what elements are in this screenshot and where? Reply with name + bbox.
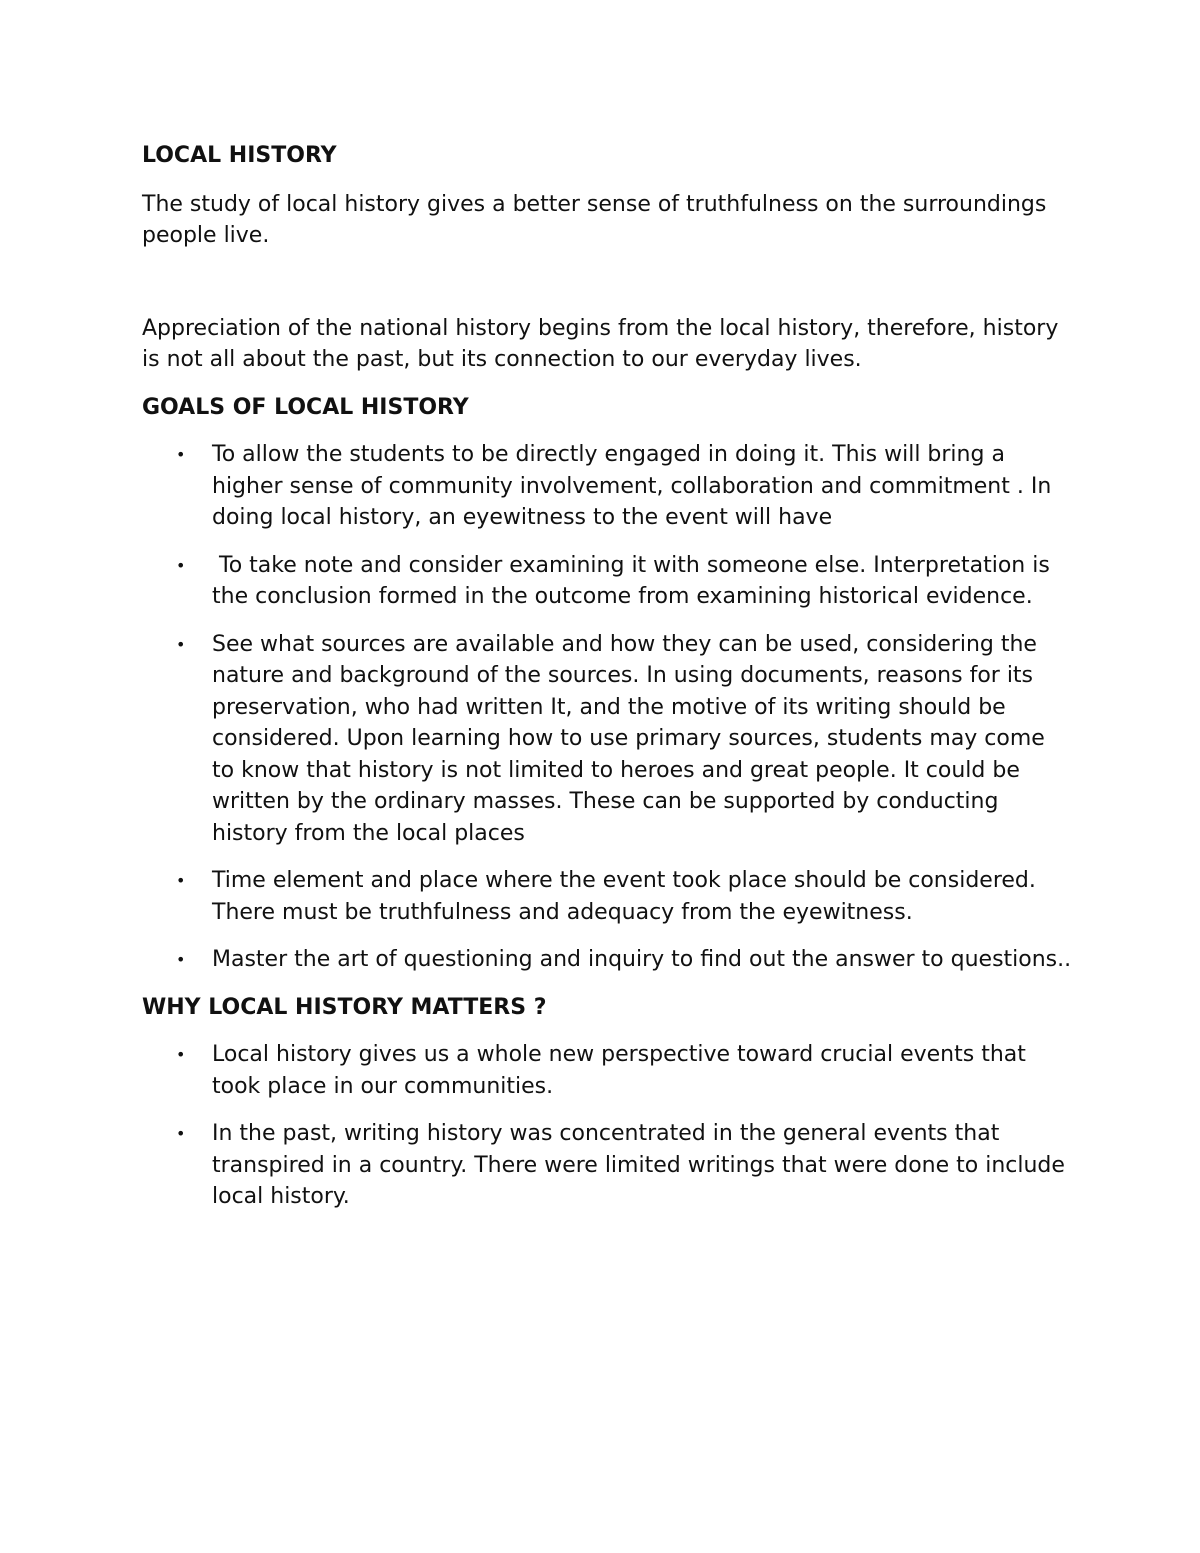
list-item <box>142 944 1072 976</box>
list-item <box>142 1118 1072 1213</box>
list-item <box>142 1039 1072 1102</box>
why-list <box>142 1039 1072 1213</box>
bullet-icon: • <box>176 555 186 575</box>
bullet-icon: • <box>176 950 186 969</box>
bullet-icon: • <box>176 445 186 464</box>
list-item-text: In the past, writing history was concentrated in the general events that transpired in a country. There were limited writings that were done to include local history. <box>212 1121 1065 1209</box>
document-page <box>142 140 1072 1229</box>
list-item-text: Time element and place where the event took place should be considered. There must be truthfulness and adequacy from the eyewitness. <box>212 868 1036 925</box>
list-item-text: To allow the students to be directly engaged in doing it. This will bring a higher sense of community involvement, collaboration and commitment . In doing local history, an eyewitness to the event will have <box>212 442 1052 530</box>
list-item-text: See what sources are available and how they can be used, considering the nature and background of the sources. In using documents, reasons for its preservation, who had written It, and the motive of its writing should be considered. Upon learning how to use primary sources, students may come to know that history is not limited to heroes and great people. It could be written by the ordinary masses. These can be supported by conducting history from the local places <box>212 631 1045 846</box>
bullet-icon: • <box>176 1124 186 1143</box>
bullet-icon: • <box>176 1045 186 1064</box>
list-item <box>142 865 1072 928</box>
list-item-text: To take note and consider examining it with someone else. Interpretation is the conclusion formed in the outcome from examining historical evidence. <box>212 552 1057 609</box>
list-item <box>142 629 1072 850</box>
intro-paragraph-1: The study of local history gives a better sense of truthfulness on the surroundings people live. <box>142 191 1047 248</box>
list-item <box>142 550 1072 613</box>
intro-paragraph-2: Appreciation of the national history begins from the local history, therefore, history is not all about the past, but its connection to our everyday lives. <box>142 315 1059 372</box>
list-item-text: Master the art of questioning and inquiry to find out the answer to questions.. <box>212 947 1072 972</box>
list-item-text: Local history gives us a whole new perspective toward crucial events that took place in our communities. <box>212 1042 1026 1099</box>
goals-list <box>142 439 1072 976</box>
why-heading: WHY LOCAL HISTORY MATTERS ? <box>142 994 547 1020</box>
bullet-icon: • <box>176 871 186 890</box>
document-title: LOCAL HISTORY <box>142 143 337 168</box>
bullet-icon: • <box>176 634 186 654</box>
goals-heading: GOALS OF LOCAL HISTORY <box>142 394 469 420</box>
list-item <box>142 439 1072 534</box>
